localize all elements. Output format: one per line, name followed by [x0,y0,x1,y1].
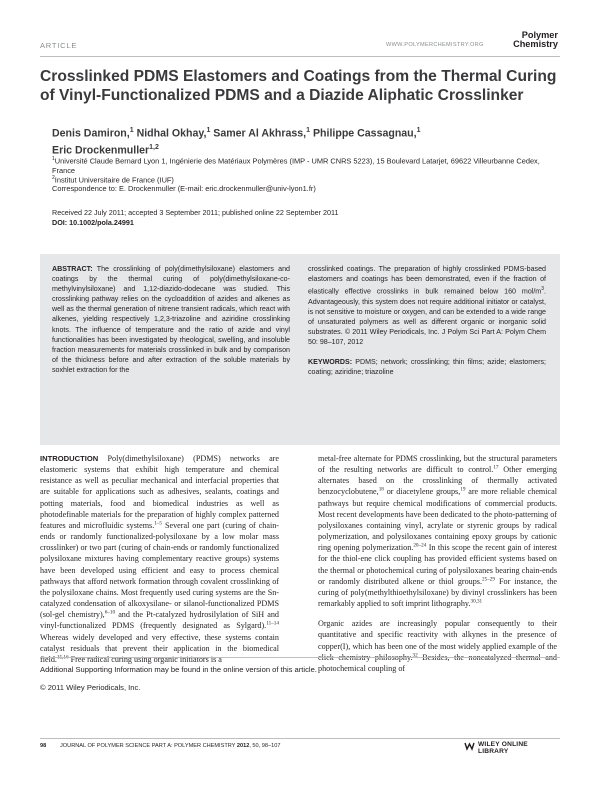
reference-citation[interactable]: 18 [378,486,384,493]
affiliation-1-marker: 1 [52,156,55,162]
author-affiliation-marker: 1,2 [149,143,159,151]
doi[interactable]: DOI: 10.1002/pola.24991 [52,218,134,227]
reference-citation[interactable]: 15,16 [56,654,69,661]
footnote-divider [40,657,560,658]
body-text: metal-free alternate for PDMS crosslinking, but the structural parameters of the resulting networks are difficult to control. [318,454,557,475]
wiley-logo-icon [464,741,475,751]
page-number: 98 [40,743,47,749]
intro-heading: INTRODUCTION [40,454,99,463]
author-name: Eric Drockenmuller [52,144,150,157]
supporting-info-note: Additional Supporting Information may be found in the online version of this article. [40,665,317,674]
body-text: Poly(dimethylsiloxane) (PDMS) networks are elastomeric systems that exhibit high temperature and chemical resistance as well as peculiar mechanical and interfacial properties that are suitable for applications such as adhesives, sealants, coatings and potting materials, food and biomedical industries as well as photodefinable materials for the preparation of highly complex patterned features and microfluidic systems. [40,454,279,530]
affiliation-2-text: Institut Universitaire de France (IUF) [54,175,174,185]
journal-url[interactable]: WWW.POLYMERCHEMISTRY.ORG [386,42,484,48]
section-label: ARTICLE [40,41,78,50]
journal-logo-line2: Chemistry [513,39,558,50]
author-name: Samer Al Akhrass, [210,127,307,140]
reference-citation[interactable]: 17 [493,464,499,471]
author-name: Denis Damiron, [52,127,130,140]
wiley-online-library-logo[interactable] [464,741,560,755]
intro-paragraph-2 [318,453,557,609]
reference-citation[interactable]: 20–24 [413,542,427,549]
journal-name: JOURNAL OF POLYMER SCIENCE PART A: POLYMER CHEMISTRY [60,743,236,749]
body-text: Other emerging alternates based on the crosslinking of thermally activated benzocyclobutene, [318,465,557,497]
abstract-text-2 [308,264,546,347]
body-text: Besides, the noncatalyzed thermal and photochemical coupling of [318,652,557,673]
intro-paragraph-1-text [40,454,279,664]
body-text: or diacetylene groups, [383,487,461,497]
body-column-2 [318,453,557,674]
wiley-logo-text: WILEY ONLINE LIBRARY [478,741,528,755]
abstract-text-2a: crosslinked coatings. The preparation of highly crosslinked PDMS-based elastomers and coatings has been demonstrated, even if the fraction of elastically effective crosslinks in bulk remained below 160 mol/m [308,265,546,296]
reference-citation[interactable]: 30,31 [470,598,483,605]
journal-year: 2012 [236,743,250,749]
author-affiliation-marker: 1 [129,127,134,134]
intro-paragraph-1 [40,453,279,665]
abstract-column-1 [52,264,290,375]
reference-citation[interactable]: 6–10 [104,609,116,616]
body-text: are more reliable chemical pathways but require chemical modifications of commercial products. Most recent developments have been dedicated to the photo-patterning of polysiloxanes containing vinyl, acrylate or styrenic groups by radical polymerization, and polysiloxanes containing epoxy groups by cationic ring opening polymerization. [318,487,557,553]
body-text: Free radical curing using organic initiators is a [68,654,222,664]
footer-divider [40,738,560,739]
header-divider [40,56,560,57]
reference-citation[interactable]: 11–14 [266,620,279,627]
affiliation-2-marker: 2 [52,175,55,181]
copyright-note: © 2011 Wiley Periodicals, Inc. [40,683,141,692]
body-text: and the Pt-catalyzed hydrosilylation of SiH and vinyl-functionalized PDMS (frequently designated as Sylgard). [40,610,279,631]
publication-dates: Received 22 July 2011; accepted 3 September 2011; published online 22 September 2011 [52,208,339,217]
body-column-1 [40,453,279,665]
keywords-text: PDMS; network; crosslinking; thin films; azide; elastomers; coating; aziridine; triazoline [308,358,546,377]
journal-logo-line1: Polymer [521,30,558,40]
abstract-unit-sup: 3 [541,286,545,293]
abstract-text-2b: . Advantageously, this system does not require additional initiator or catalyst, is not sensitive to moisture or oxygen, and can be extended to a wide range of unsaturated polymers as well as different organic or inorganic solid substrates. © 2011 Wiley Periodicals, Inc. J Polym Sci Part A: Polym Chem 50: 98–107, 2012 [308,287,546,347]
body-text: In this scope the recent gain of interest for the thiol-ene click coupling has provided efficient systems based on the thermal or photochemical curing of polysiloxanes bearing chain-ends or randomly distributed alkene or thiol groups. [318,543,558,586]
author-name: Philippe Cassagnau, [310,127,417,140]
affiliation-1-text: Université Claude Bernard Lyon 1, Ingénierie des Matériaux Polymères (IMP - UMR CNRS 5223), 15 Boulevard Latarjet, 69622 Villeurbanne Cedex, France [52,156,540,176]
body-text: Several one part (curing of chain-ends or randomly functionalized-polysiloxane by a low molar mass crosslinker) or two part (curing of chain-ends or randomly functionalized polysiloxane mixtures having complementary reactive groups) systems have been developed using efficient and easy to process chemical pathways that afford network formation through covalent crosslinking of the polysiloxane chains. Most frequently used curing systems are the Sn-catalyzed condensation of alkoxysilane- or silanol-functionalized PDMS (sol-gel chemistry), [40,520,279,620]
article-title: Crosslinked PDMS Elastomers and Coatings from the Thermal Curing of Vinyl-Functionalized PDMS and a Diazide Aliphatic Crosslinker [40,68,557,104]
author-name: Nidhal Okhay, [133,127,207,140]
abstract-label: ABSTRACT: [52,265,93,273]
keywords-label: KEYWORDS: [308,358,353,367]
intro-paragraph-3 [318,618,557,674]
reference-citation[interactable]: 25–29 [482,576,495,582]
journal-citation [60,743,280,749]
journal-logo [492,31,558,50]
author-list [52,124,552,157]
reference-citation[interactable]: 19 [460,486,466,493]
journal-volume-pages: , 50, 98–107 [249,743,281,749]
body-text: Whereas widely developed and very effective, these systems contain catalyst residuals that prevent their application in the biomedical field. [40,632,279,664]
keywords [308,357,546,377]
author-affiliation-marker: 1 [306,127,311,134]
author-affiliation-marker: 1 [206,127,211,134]
correspondence: Correspondence to: E. Drockenmuller (E-mail: eric.drockenmuller@univ-lyon1.fr) [52,184,316,193]
body-text: For instance, the curing of poly(methylthioethylsiloxane) by divinyl crosslinkers has been remarkably applied to soft imprint lithography. [318,576,557,609]
body-text: Organic azides are increasingly popular consequently to their quantitative and specific reactivity with alkynes in the presence of copper(I), which has been one of the most widely applied example of the click chemistry philosophy. [318,619,557,662]
reference-citation[interactable]: 1–5 [154,520,163,527]
reference-citation[interactable]: 32 [412,651,418,658]
abstract-text-1: The crosslinking of poly(dimethylsiloxane) elastomers and coatings by the thermal curing of poly(dimethylsiloxane-co-methylvinylsiloxane) and 1,12-diazido-dodecane was studied. This crosslinking pathway relies on the cycloaddition of azides and alkenes as well as the thermal generation of nitrene transient radicals, which react with alkenes, yielding respectively 1,2,3-triazoline and aziridine crosslinking knots. The influence of temperature and the ratio of azide and vinyl functionalities has been investigated by rheological, swelling, and insoluble fraction measurements for materials crosslinked in bulk and by comparison of the thickness before and after extraction of the soluble materials by soxhlet extraction for the [52,265,291,374]
abstract-column-2 [308,264,546,377]
author-affiliation-marker: 1 [416,127,421,134]
